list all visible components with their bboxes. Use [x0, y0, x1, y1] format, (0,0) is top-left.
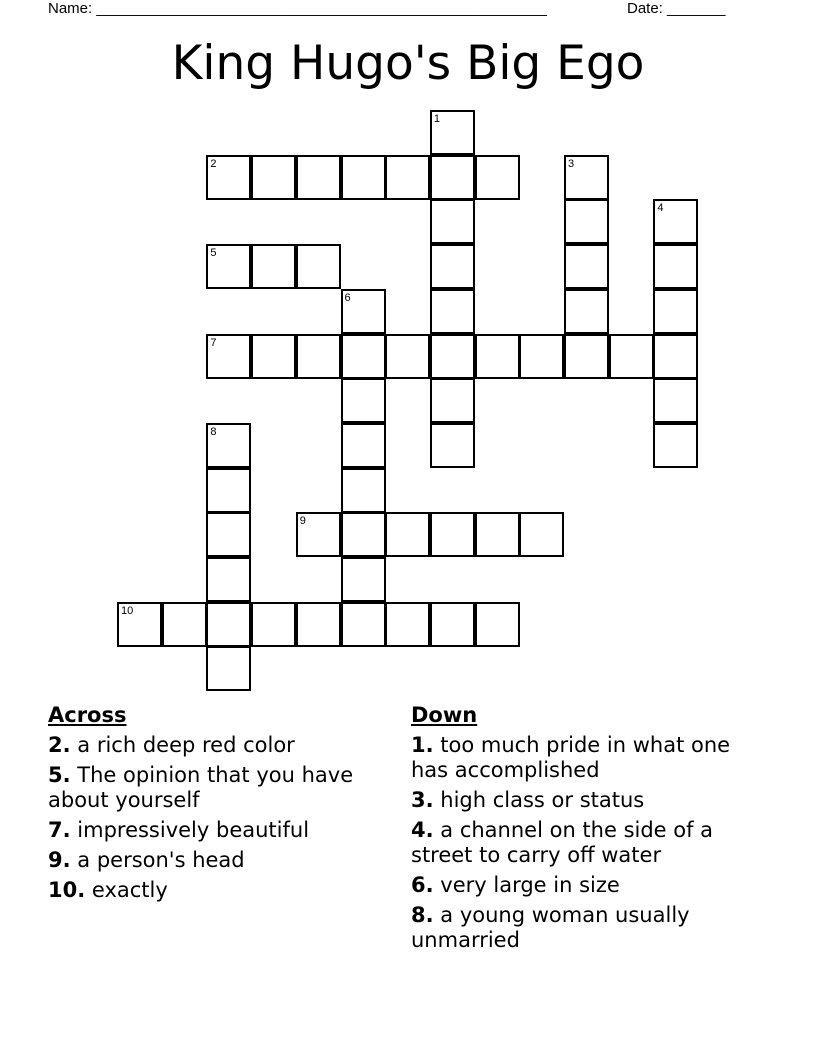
grid-cell[interactable] — [341, 155, 386, 200]
grid-cell[interactable] — [430, 289, 475, 334]
clue-num: 1. — [411, 733, 434, 757]
grid-cell[interactable] — [653, 378, 698, 423]
clue-num: 8. — [411, 903, 434, 927]
across-clue — [48, 818, 393, 843]
grid-cell[interactable] — [206, 557, 251, 602]
grid-cell[interactable] — [341, 512, 386, 557]
grid-cell[interactable] — [296, 602, 341, 647]
grid-cell[interactable] — [206, 468, 251, 513]
across-clue — [48, 878, 393, 903]
clue-num: 6. — [411, 873, 434, 897]
puzzle-title: King Hugo's Big Ego — [171, 36, 645, 91]
grid-cell[interactable] — [564, 244, 609, 289]
grid-cell[interactable] — [475, 334, 520, 379]
clue-text: too much pride in what one has accomplished — [411, 733, 731, 782]
grid-cell[interactable] — [296, 334, 341, 379]
grid-cell[interactable] — [162, 602, 207, 647]
grid-cell[interactable] — [430, 423, 475, 468]
grid-cell-7[interactable] — [206, 334, 251, 379]
clue-text: a young woman usually unmarried — [411, 903, 690, 952]
clue-text: a channel on the side of a street to carry off water — [411, 818, 714, 867]
grid-cell[interactable] — [341, 468, 386, 513]
clue-number: 9 — [299, 515, 306, 528]
clue-number: 4 — [657, 202, 664, 215]
grid-cell[interactable] — [341, 423, 386, 468]
grid-cell[interactable] — [519, 334, 564, 379]
grid-cell[interactable] — [564, 289, 609, 334]
grid-cell[interactable] — [341, 557, 386, 602]
grid-cell-3[interactable] — [564, 155, 609, 200]
grid-cell[interactable] — [385, 334, 430, 379]
clue-number: 2 — [210, 157, 217, 170]
down-clue — [411, 818, 771, 868]
grid-cell-1[interactable] — [430, 110, 475, 155]
clue-num: 9. — [48, 848, 71, 872]
grid-cell[interactable] — [251, 155, 296, 200]
grid-cell-9[interactable] — [296, 512, 341, 557]
grid-cell[interactable] — [341, 378, 386, 423]
down-clue-list — [411, 733, 771, 953]
down-clue — [411, 873, 771, 898]
grid-cell[interactable] — [341, 334, 386, 379]
clue-text: very large in size — [440, 873, 620, 897]
grid-cell[interactable] — [475, 512, 520, 557]
grid-cell[interactable] — [564, 199, 609, 244]
clue-num: 2. — [48, 733, 71, 757]
clue-number: 3 — [568, 157, 575, 170]
clue-num: 5. — [48, 763, 71, 787]
grid-cell[interactable] — [653, 423, 698, 468]
across-heading: Across — [48, 703, 127, 727]
grid-cell-8[interactable] — [206, 423, 251, 468]
grid-cell[interactable] — [385, 155, 430, 200]
grid-cell[interactable] — [206, 646, 251, 691]
down-clue — [411, 788, 771, 813]
across-clue — [48, 733, 393, 758]
grid-cell[interactable] — [296, 155, 341, 200]
grid-cell[interactable] — [385, 512, 430, 557]
grid-cell-5[interactable] — [206, 244, 251, 289]
grid-cell[interactable] — [251, 244, 296, 289]
grid-cell[interactable] — [475, 602, 520, 647]
across-clue — [48, 763, 393, 813]
grid-cell[interactable] — [341, 602, 386, 647]
grid-cell[interactable] — [653, 334, 698, 379]
grid-cell[interactable] — [475, 155, 520, 200]
clue-number: 1 — [433, 113, 441, 125]
clue-num: 3. — [411, 788, 434, 812]
down-clue — [411, 733, 771, 783]
date-field[interactable]: Date: _______ — [627, 0, 726, 17]
grid-cell[interactable] — [430, 244, 475, 289]
clue-text: a person's head — [77, 848, 245, 872]
clue-text: a rich deep red color — [77, 733, 295, 757]
clue-text: high class or status — [440, 788, 645, 812]
grid-cell[interactable] — [430, 199, 475, 244]
grid-cell[interactable] — [430, 512, 475, 557]
grid-cell[interactable] — [564, 334, 609, 379]
clue-number: 7 — [210, 336, 217, 349]
grid-cell[interactable] — [430, 378, 475, 423]
grid-cell[interactable] — [609, 334, 654, 379]
down-heading: Down — [411, 703, 478, 727]
clue-text: exactly — [91, 878, 168, 902]
grid-cell-4[interactable] — [653, 199, 698, 244]
clue-text: The opinion that you have about yourself — [48, 763, 354, 812]
grid-cell[interactable] — [430, 334, 475, 379]
grid-cell[interactable] — [206, 602, 251, 647]
grid-cell[interactable] — [430, 155, 475, 200]
grid-cell[interactable] — [385, 602, 430, 647]
grid-cell-2[interactable] — [206, 155, 251, 200]
grid-cell[interactable] — [653, 289, 698, 334]
down-clue — [411, 903, 771, 953]
grid-cell[interactable] — [430, 602, 475, 647]
clue-num: 10. — [48, 878, 86, 902]
down-clues — [411, 703, 771, 958]
across-clue-list — [48, 733, 393, 903]
grid-cell[interactable] — [206, 512, 251, 557]
grid-cell-6[interactable] — [341, 289, 386, 334]
clue-text: impressively beautiful — [77, 818, 310, 842]
clue-number: 10 — [121, 604, 134, 617]
across-clues — [48, 703, 393, 908]
clue-number: 8 — [210, 425, 217, 438]
clue-num: 4. — [411, 818, 434, 842]
grid-cell[interactable] — [519, 512, 564, 557]
grid-cell[interactable] — [251, 602, 296, 647]
clue-num: 7. — [48, 818, 71, 842]
grid-cell[interactable] — [653, 244, 698, 289]
grid-cell-10[interactable] — [117, 602, 162, 647]
grid-cell[interactable] — [296, 244, 341, 289]
clue-number: 5 — [210, 247, 217, 260]
grid-cell[interactable] — [251, 334, 296, 379]
name-field[interactable]: Name: ______________________________________________________ — [48, 0, 547, 17]
clue-number: 6 — [344, 291, 351, 304]
across-clue — [48, 848, 393, 873]
